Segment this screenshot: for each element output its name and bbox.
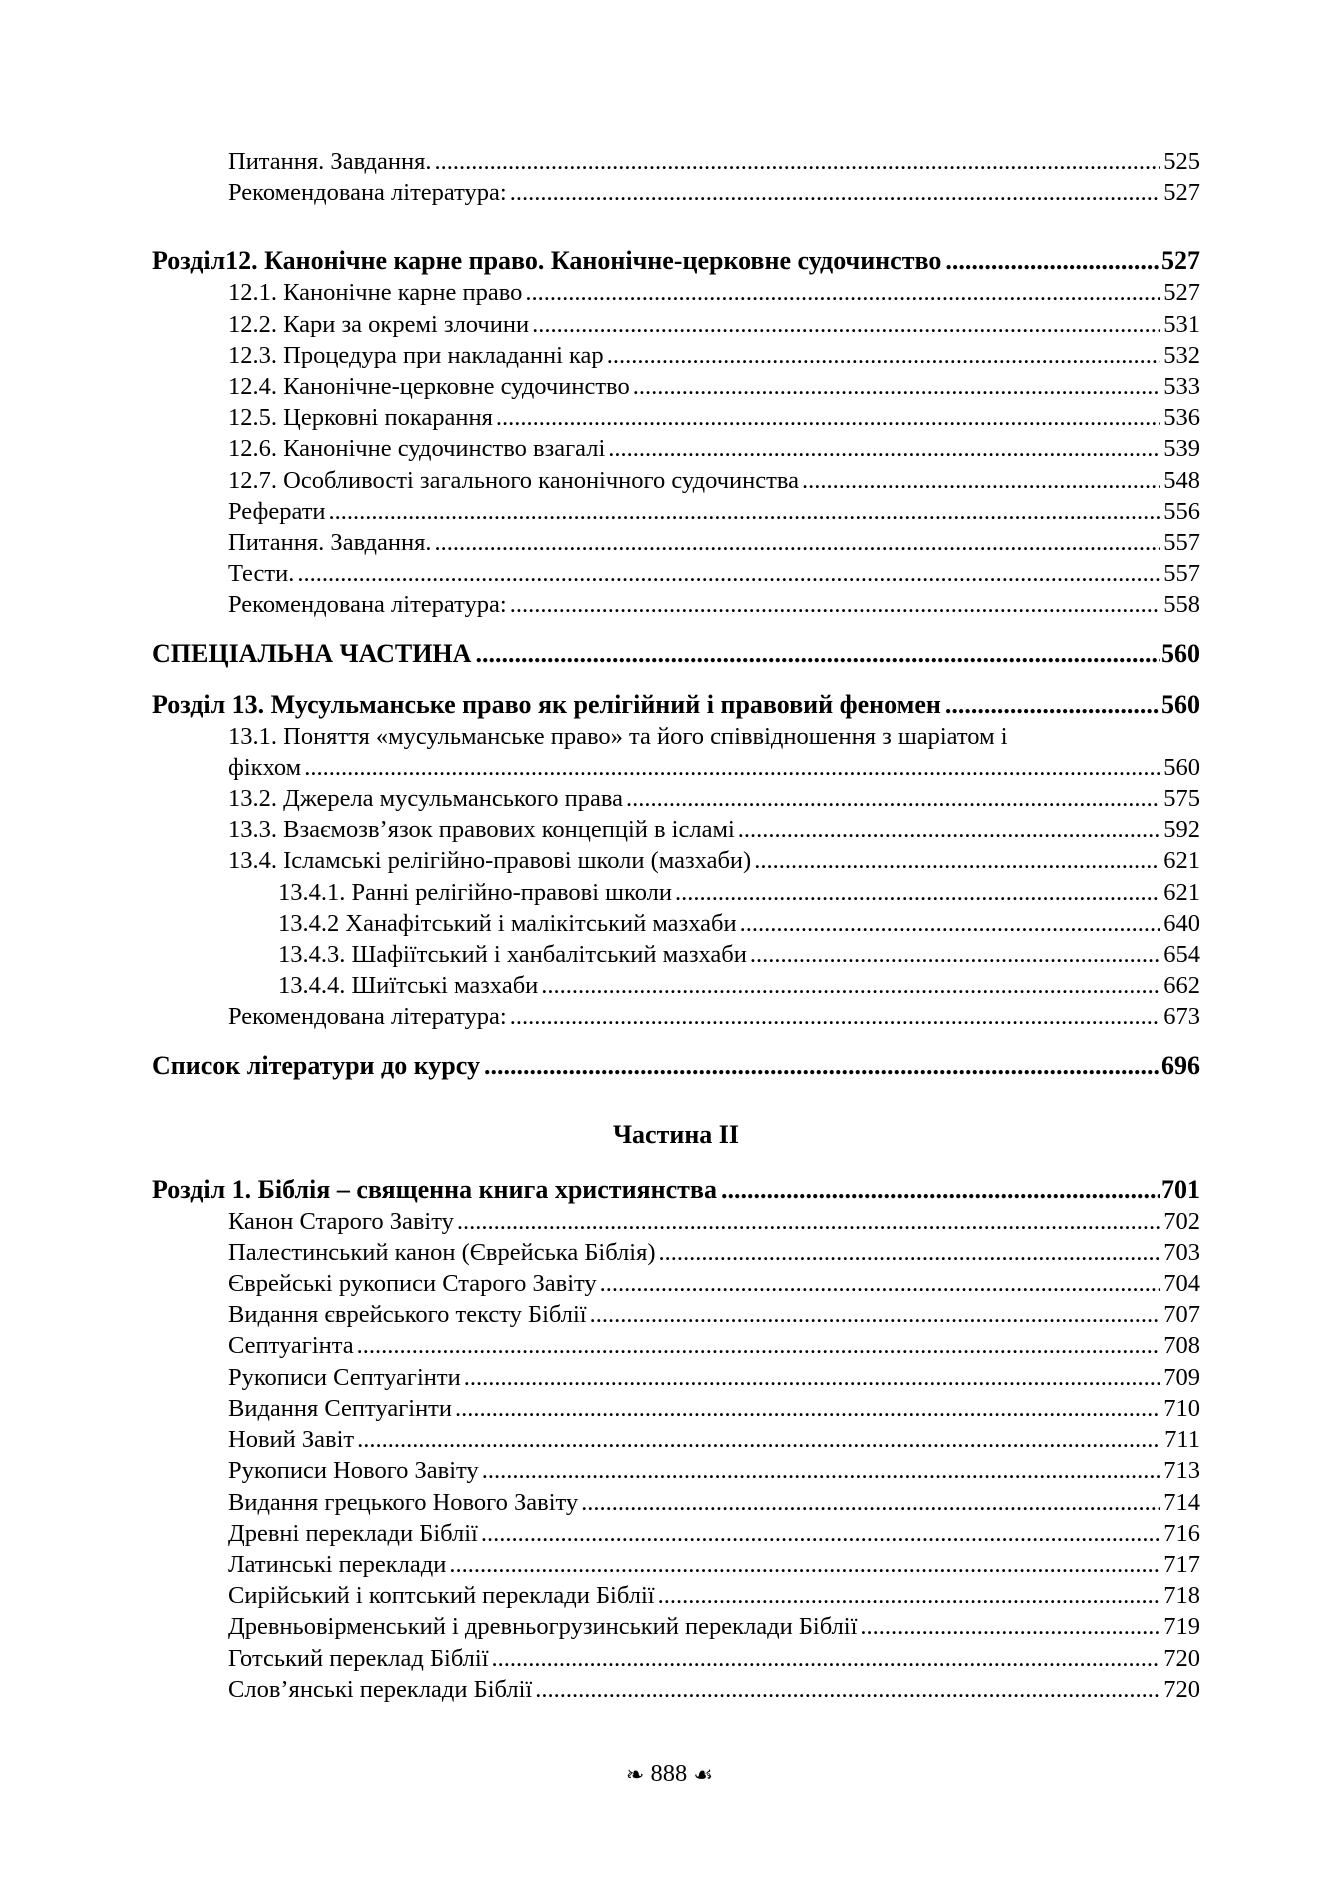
entry-page: 720 — [1163, 1644, 1200, 1672]
page-number: 888 — [650, 1760, 688, 1787]
entry-page: 720 — [1163, 1675, 1200, 1703]
dot-leader — [449, 1549, 1160, 1580]
ornament-right-icon: ☙ — [693, 1762, 714, 1788]
dot-leader — [738, 814, 1160, 845]
dot-leader — [721, 1173, 1160, 1206]
dot-leader — [457, 1206, 1160, 1237]
page-footer — [0, 1759, 1339, 1790]
section-page: 527 — [1161, 246, 1200, 276]
special-part-heading — [152, 637, 1200, 670]
entry-page: 533 — [1163, 373, 1200, 401]
dot-leader — [484, 1049, 1160, 1082]
bibliography-page: 696 — [1161, 1050, 1200, 1080]
entry-page: 703 — [1163, 1238, 1200, 1266]
dot-leader — [510, 1001, 1161, 1032]
toc-entry — [152, 1424, 1200, 1455]
toc-subentry — [152, 908, 1200, 939]
toc-entry — [152, 465, 1200, 496]
entry-page: 621 — [1163, 878, 1200, 906]
section-page: 560 — [1161, 689, 1200, 719]
entry-title: Питання. Завдання. — [228, 529, 432, 557]
toc-entry — [152, 558, 1200, 589]
entry-title: 13.4. Ісламські релігійно-правові школи (мазхаби) — [228, 847, 752, 875]
dot-leader — [435, 146, 1161, 177]
entry-title: Септуагінта — [228, 1332, 354, 1360]
entry-page: 717 — [1163, 1550, 1200, 1578]
dot-leader — [675, 877, 1160, 908]
dot-leader — [532, 309, 1160, 340]
entry-page: 536 — [1163, 404, 1200, 432]
entry-page: 711 — [1164, 1426, 1200, 1454]
toc-entry — [152, 1362, 1200, 1393]
toc-entry — [152, 177, 1200, 208]
toc-subentry — [152, 970, 1200, 1001]
dot-leader — [304, 752, 1160, 783]
toc-entry — [152, 752, 1200, 783]
entry-page: 532 — [1163, 341, 1200, 369]
entry-page: 662 — [1163, 972, 1200, 1000]
toc-entry — [152, 371, 1200, 402]
dot-leader — [802, 465, 1160, 496]
dot-leader — [608, 433, 1160, 464]
toc-entry — [152, 1580, 1200, 1611]
dot-leader — [464, 1362, 1161, 1393]
dot-leader — [482, 1455, 1161, 1486]
section-13-heading — [152, 688, 1200, 721]
dot-leader — [510, 177, 1161, 208]
toc-entry — [152, 1268, 1200, 1299]
toc-entry — [152, 309, 1200, 340]
entry-page: 640 — [1163, 909, 1200, 937]
dot-leader — [633, 371, 1161, 402]
entry-title: 12.2. Кари за окремі злочини — [228, 310, 530, 338]
entry-page: 709 — [1163, 1363, 1200, 1391]
entry-title: 13.2. Джерела мусульманського права — [228, 785, 623, 813]
dot-leader — [435, 527, 1161, 558]
entry-page: 527 — [1163, 179, 1200, 207]
entry-page: 527 — [1163, 279, 1200, 307]
dot-leader — [329, 496, 1161, 527]
entry-title: Питання. Завдання. — [228, 148, 432, 175]
dot-leader — [496, 402, 1160, 433]
entry-title: Видання грецького Нового Завіту — [228, 1488, 579, 1516]
bibliography-heading — [152, 1049, 1200, 1082]
entry-title: Латинські переклади — [228, 1550, 447, 1578]
entry-page: 710 — [1163, 1394, 1200, 1422]
entry-title: Палестинський канон (Єврейська Біблія) — [228, 1238, 656, 1266]
entry-page: 654 — [1163, 941, 1200, 969]
toc-entry — [152, 1001, 1200, 1032]
entry-page: 716 — [1163, 1519, 1200, 1547]
entry-title: Видання єврейського тексту Біблії — [228, 1301, 587, 1329]
entry-page: 539 — [1163, 435, 1200, 463]
entry-title: 12.7. Особливості загального канонічного судочинства — [228, 466, 799, 494]
entry-title: Древньовірменський і древньогрузинський переклади Біблії — [228, 1613, 858, 1641]
dot-leader — [510, 589, 1161, 620]
section-title: Розділ 1. Біблія – священна книга християнства — [152, 1174, 717, 1204]
entry-page: 714 — [1163, 1488, 1200, 1516]
dot-leader — [750, 939, 1160, 970]
entry-title: 12.1. Канонічне карне право — [228, 279, 523, 307]
entry-title: Рукописи Септуагінти — [228, 1363, 461, 1391]
dot-leader — [590, 1299, 1161, 1330]
toc-entry — [152, 589, 1200, 620]
entry-page: 673 — [1163, 1003, 1200, 1031]
entry-title: Готський переклад Біблії — [228, 1644, 489, 1672]
dot-leader — [357, 1330, 1161, 1361]
ornament-left-icon: ❧ — [625, 1762, 645, 1788]
toc-entry — [152, 1393, 1200, 1424]
entry-title: Тести. — [228, 560, 295, 588]
entry-page: 718 — [1163, 1582, 1200, 1610]
part-2-title: Частина II — [612, 1119, 740, 1149]
entry-title: Видання Септуагінти — [228, 1394, 453, 1422]
section-12-heading — [152, 244, 1200, 277]
entry-title: 12.4. Канонічне-церковне судочинство — [228, 373, 630, 401]
entry-title: Новий Завіт — [228, 1426, 355, 1454]
dot-leader — [492, 1643, 1161, 1674]
entry-title: 12.3. Процедура при накладанні кар — [228, 341, 604, 369]
entry-title-line: 13.1. Поняття «мусульманське право» та його співвідношення з шаріатом і — [228, 722, 1008, 750]
toc-entry — [152, 783, 1200, 814]
entry-title: Рекомендована література: — [228, 591, 507, 619]
entry-page: 708 — [1163, 1332, 1200, 1360]
entry-page: 560 — [1163, 753, 1200, 781]
dot-leader — [626, 783, 1160, 814]
dot-leader — [740, 908, 1161, 939]
toc-entry — [152, 527, 1200, 558]
entry-title: Рекомендована література: — [228, 179, 507, 207]
dot-leader — [659, 1237, 1161, 1268]
toc-entry — [152, 402, 1200, 433]
dot-leader — [297, 558, 1160, 589]
toc-entry — [152, 277, 1200, 308]
entry-title: Сирійський і коптський переклади Біблії — [228, 1582, 655, 1610]
toc-entry — [152, 1237, 1200, 1268]
toc-entry — [152, 1611, 1200, 1642]
dot-leader — [525, 277, 1160, 308]
dot-leader — [357, 1424, 1161, 1455]
entry-title: 13.4.1. Ранні релігійно-правові школи — [278, 878, 672, 906]
entry-page: 704 — [1163, 1270, 1200, 1298]
section-page: 701 — [1161, 1174, 1200, 1204]
dot-leader — [658, 1580, 1161, 1611]
dot-leader — [581, 1487, 1160, 1518]
entry-page: 556 — [1163, 497, 1200, 525]
entry-page: 557 — [1163, 529, 1200, 557]
dot-leader — [481, 1518, 1160, 1549]
entry-title: 13.4.2 Ханафітський і малікітський мазхаби — [278, 909, 737, 937]
entry-title: Канон Старого Завіту — [228, 1207, 454, 1235]
toc-subentry — [152, 877, 1200, 908]
dot-leader — [541, 970, 1160, 1001]
entry-page: 707 — [1163, 1301, 1200, 1329]
entry-title: Древні переклади Біблії — [228, 1519, 478, 1547]
entry-title: фікхом — [228, 753, 302, 781]
toc-entry — [152, 1206, 1200, 1237]
entry-title: Слов’янські переклади Біблії — [228, 1675, 533, 1703]
dot-leader — [945, 688, 1160, 721]
entry-title: 13.3. Взаємозв’язок правових концепцій в ісламі — [228, 816, 735, 844]
toc-entry — [152, 433, 1200, 464]
section-title: Розділ 13. Мусульманське право як релігійний і правовий феномен — [152, 689, 941, 719]
dot-leader — [860, 1611, 1160, 1642]
toc-entry — [152, 1549, 1200, 1580]
bibliography-title: Список літератури до курсу — [152, 1050, 480, 1080]
section-title: Розділ12. Канонічне карне право. Канонічне-церковне судочинство — [152, 246, 942, 276]
dot-leader — [455, 1393, 1160, 1424]
toc-entry — [152, 1674, 1200, 1705]
dot-leader — [945, 244, 1160, 277]
toc-entry — [152, 1330, 1200, 1361]
entry-page: 525 — [1163, 148, 1200, 175]
table-of-contents — [152, 146, 1200, 1705]
toc-entry — [152, 1299, 1200, 1330]
toc-entry — [152, 1487, 1200, 1518]
entry-page: 592 — [1163, 816, 1200, 844]
part-page: 560 — [1161, 638, 1200, 668]
entry-page: 548 — [1163, 466, 1200, 494]
entry-title: 12.5. Церковні покарання — [228, 404, 493, 432]
section-1-heading — [152, 1173, 1200, 1206]
dot-leader — [600, 1268, 1161, 1299]
toc-entry — [152, 496, 1200, 527]
entry-page: 713 — [1163, 1457, 1200, 1485]
part-title: СПЕЦІАЛЬНА ЧАСТИНА — [152, 638, 472, 668]
entry-title: 12.6. Канонічне судочинство взагалі — [228, 435, 606, 463]
entry-page: 575 — [1163, 785, 1200, 813]
entry-title: Реферати — [228, 497, 326, 525]
entry-title: 13.4.4. Шиїтські мазхаби — [278, 972, 539, 1000]
entry-page: 702 — [1163, 1207, 1200, 1235]
dot-leader — [475, 637, 1160, 670]
toc-entry — [152, 340, 1200, 371]
entry-title: Рукописи Нового Завіту — [228, 1457, 479, 1485]
toc-subentry — [152, 939, 1200, 970]
dot-leader — [607, 340, 1161, 371]
entry-page: 557 — [1163, 560, 1200, 588]
toc-entry — [152, 1455, 1200, 1486]
toc-entry — [152, 845, 1200, 876]
toc-entry — [152, 146, 1200, 177]
dot-leader — [535, 1674, 1160, 1705]
entry-page: 558 — [1163, 591, 1200, 619]
toc-entry — [152, 1518, 1200, 1549]
toc-entry — [152, 814, 1200, 845]
entry-title: 13.4.3. Шафіїтський і ханбалітський мазхаби — [278, 941, 747, 969]
entry-page: 621 — [1163, 847, 1200, 875]
entry-title: Рекомендована література: — [228, 1003, 507, 1031]
dot-leader — [754, 845, 1160, 876]
toc-entry — [152, 1643, 1200, 1674]
entry-page: 719 — [1163, 1613, 1200, 1641]
entry-page: 531 — [1163, 310, 1200, 338]
entry-title: Єврейські рукописи Старого Завіту — [228, 1270, 597, 1298]
